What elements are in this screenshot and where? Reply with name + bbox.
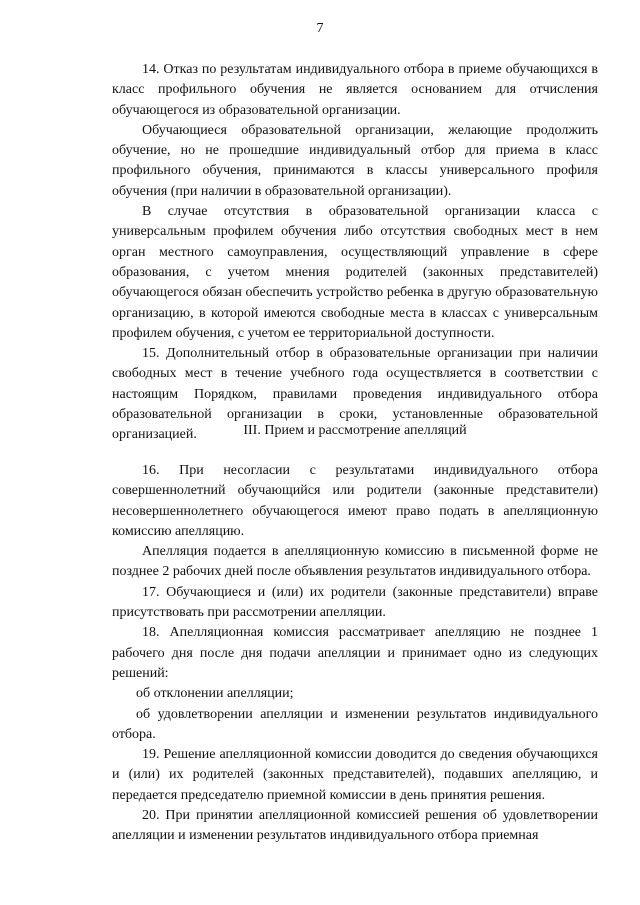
paragraph-17: 17. Обучающиеся и (или) их родители (законные представители) вправе присутствовать при рассмотрении апелляции. (112, 584, 598, 621)
paragraph-14: 14. Отказ по результатам индивидуального отбора в приеме обучающихся в класс профильного обучения не является основанием для отчисления обучающегося из образовательной организации. (112, 62, 598, 118)
paragraph-18: 18. Апелляционная комиссия рассматривает апелляцию не позднее 1 рабочего дня после дня подачи апелляции и принимает одно из следующих решений: (112, 625, 598, 681)
paragraph-20: 20. При принятии апелляционной комиссией решения об удовлетворении апелляции и изменении результатов индивидуального отбора приемная (112, 808, 598, 844)
body-text-after-section (112, 461, 598, 847)
paragraph-15: 15. Дополнительный отбор в образовательные организации при наличии свободных мест в течение учебного года осуществляется в соответствии с настоящим Порядком, правилами проведения индивидуального отбора образовательной организации в сроки, установленные образовательной организацией. (112, 346, 598, 443)
paragraph-14-no-class: В случае отсутствия в образовательной организации класса с универсальным профилем обучения либо отсутствия свободных мест в нем орган местного самоуправления, осуществляющий управление в сфере образования, с учетом мнения родителей (законных представителей) обучающегося обязан обеспечить устройство ребенка в другую образовательную организацию, в которой имеются свободные места в классах с универсальным профилем обучения, с учетом ее территориальной доступности. (112, 204, 598, 341)
paragraph-14-continued: Обучающиеся образовательной организации, желающие продолжить обучение, но не прошедшие индивидуальный отбор для приема в класс профильного обучения, принимаются в классы универсального профиля обучения (при наличии в образовательной организации). (112, 122, 598, 199)
paragraph-19: 19. Решение апелляционной комиссии доводится до сведения обучающихся и (или) их родителей (законных представителей), подавших апелляцию, и передается председателю приемной комиссии в день принятия решения. (112, 747, 598, 803)
body-text-before-section (112, 60, 598, 446)
paragraph-16-continued: Апелляция подается в апелляционную комиссию в письменной форме не позднее 2 рабочих дней после объявления результатов индивидуального отбора. (112, 544, 598, 580)
decision-option-accept: об удовлетворении апелляции и изменении результатов индивидуального отбора. (112, 706, 598, 742)
paragraph-16: 16. При несогласии с результатами индивидуального отбора совершеннолетний обучающийся или родители (законные представители) несовершеннолетнего обучающегося имеют право подать в апелляционную комиссию апелляцию. (112, 463, 598, 539)
page-number: 7 (316, 21, 324, 36)
decision-option-reject: об отклонении апелляции; (136, 686, 294, 702)
section-heading: III. Прием и рассмотрение апелляций (243, 423, 467, 438)
